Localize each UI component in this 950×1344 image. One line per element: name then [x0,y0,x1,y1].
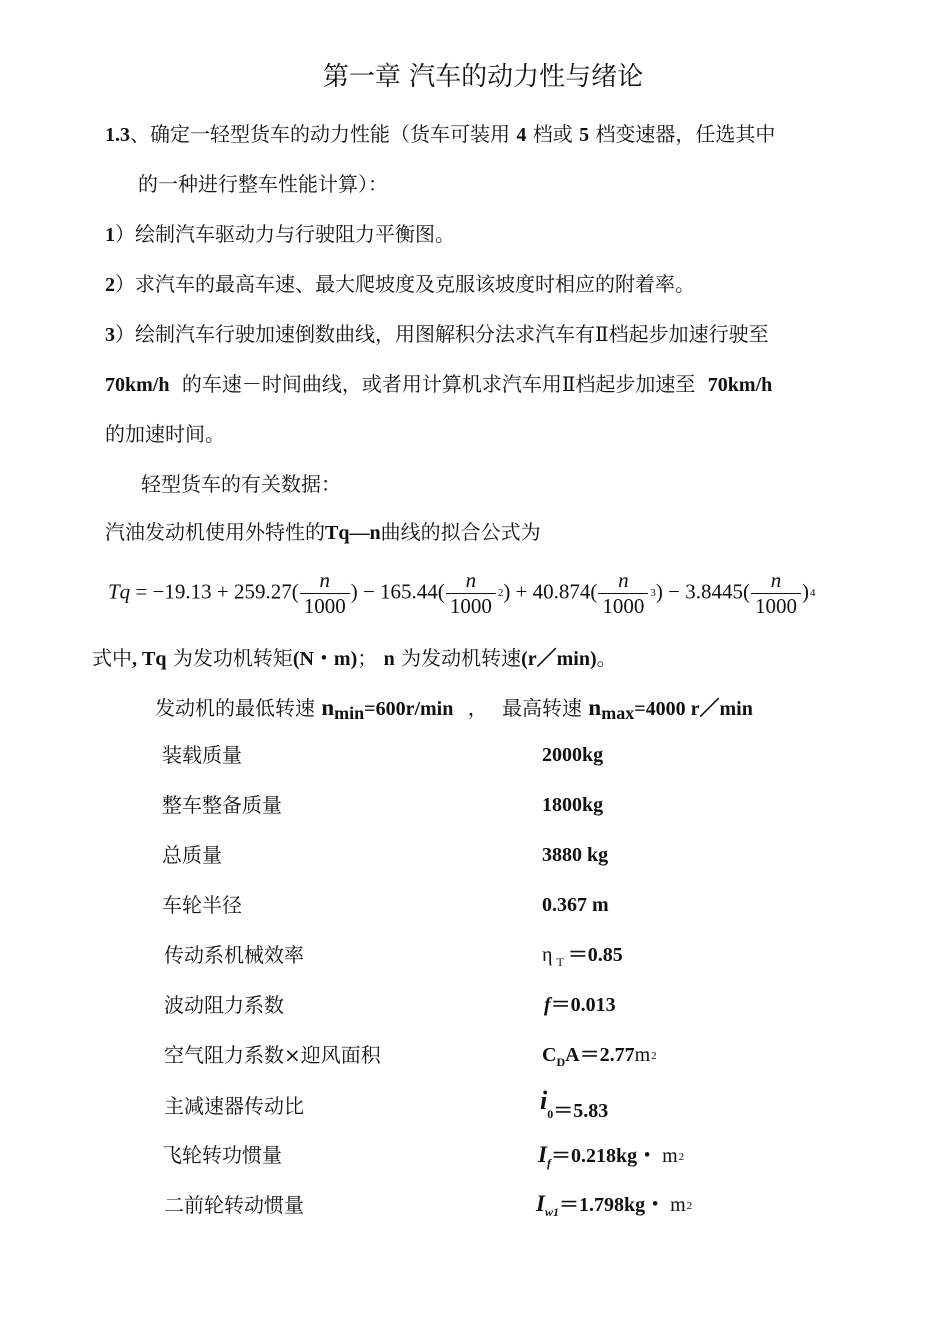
param-value-efficiency [542,945,623,968]
gear-4: 4 [516,124,527,146]
cd-unit: m [634,1044,651,1066]
cd-unit-pow: 2 [651,1050,657,1062]
question-3-number: 3 [105,324,115,346]
formula-term-2: ) − 165.44( [350,579,445,604]
param-value-flywheel [538,1143,684,1169]
question-3-text2: 的车速－时间曲线，或者用计算机求汽车用Ⅱ档起步加速至 [181,372,696,396]
speed-70-a: 70km/h [105,374,170,396]
problem-intro-text-c: 档变速器，任选其中 [595,122,776,146]
param-label: 空气阻力系数×迎风面积 [164,1043,381,1067]
eta-sub: T [556,955,564,969]
fraction-den: 1000 [446,593,496,617]
iw1-symbol: I [536,1191,545,1216]
speed-70-b: 70km/h [707,374,773,396]
speed-line-sep: ， [467,696,488,720]
param-label: 主减速器传动比 [164,1094,304,1118]
if-value: ＝0.218kg・ [550,1145,658,1167]
n-min-sub: min [334,703,365,723]
problem-intro-line2: 的一种进行整车性能计算）： [138,172,388,196]
question-1 [105,224,455,245]
formula-close: ) [802,579,809,604]
eta-symbol: η [542,944,553,966]
legend-unit-nm: (N・m) [292,648,358,670]
legend-e: ； [357,646,378,670]
legend-tq: , Tq [132,648,167,670]
f-value: ＝0.013 [550,994,616,1016]
param-value-ratio [540,1088,608,1121]
engine-intro-b: Tq—n [325,522,381,544]
torque-formula [108,570,816,617]
iw1-unit-pow: 2 [686,1200,693,1212]
if-unit: m [662,1145,678,1167]
power-2: 2 [497,587,504,600]
question-1-text: ）绘制汽车驱动力与行驶阻力平衡图。 [115,222,455,246]
question-2 [105,274,695,295]
question-3-line2 [105,374,772,395]
param-value: 1800kg [542,794,604,816]
formula-legend [92,648,617,669]
legend-unit-rmin: (r／min) [521,648,597,670]
fraction-2 [446,570,496,617]
problem-number: 1.3 [105,124,130,146]
gear-5: 5 [579,124,590,146]
engine-intro [105,522,541,543]
f-symbol: f [544,994,551,1016]
fraction-num: n [465,568,477,592]
legend-n: n [383,648,395,670]
fraction-4 [751,570,801,617]
fraction-den: 1000 [751,593,801,617]
param-label: 总质量 [162,843,222,867]
problem-intro-text-a: 、确定一轻型货车的动力性能（货车可装用 [130,122,510,146]
param-label: 装载质量 [162,743,242,767]
param-label: 传动系机械效率 [164,943,304,967]
formula-lhs: Tq [108,579,131,604]
fraction-num: n [770,568,782,592]
iw1-sub: w1 [544,1205,559,1219]
page-title: 第一章 汽车的动力性与绪论 [322,62,644,92]
fraction-1 [300,570,350,617]
n-max-symbol: n [588,695,602,720]
param-value: 3880 kg [542,844,609,866]
question-1-number: 1 [105,224,115,246]
i0-sub: 0 [547,1107,554,1121]
problem-intro-line1 [105,124,775,145]
param-label: 波动阻力系数 [164,993,284,1017]
n-min-value: =600r/min [364,698,454,720]
iw1-value: ＝1.798kg・ [558,1194,666,1216]
data-heading: 轻型货车的有关数据： [141,472,341,496]
param-label: 车轮半径 [162,893,242,917]
param-value-rolling [544,995,616,1015]
eta-value: ＝0.85 [567,944,623,966]
if-symbol: I [538,1142,547,1167]
fraction-den: 1000 [300,593,350,617]
formula-term-3: ) + 40.874( [503,579,598,604]
param-value-wheel-inertia [536,1192,692,1218]
formula-term-1: = −19.13 + 259.27( [135,579,299,604]
question-3-line3: 的加速时间。 [105,422,225,446]
legend-a: 式中 [92,646,132,670]
legend-i: 。 [596,646,617,670]
param-value: 0.367 m [542,894,609,916]
engine-intro-c: 曲线的拟合公式为 [380,520,541,544]
legend-c: 为发功机转矩 [172,646,293,670]
engine-intro-a: 汽油发动机使用外特性的 [105,520,325,544]
if-sub: f [546,1156,551,1170]
engine-speed-line [155,696,753,722]
cd-symbol: C [542,1044,557,1066]
i0-symbol: i [540,1086,548,1115]
n-max-sub: max [601,703,635,723]
fraction-num: n [319,568,330,592]
n-min-symbol: n [321,695,335,720]
question-3 [105,324,769,345]
speed-line-a: 发动机的最低转速 [155,696,315,720]
power-3: 3 [650,587,656,600]
iw1-unit: m [670,1194,686,1216]
param-value-drag [542,1045,657,1068]
formula-term-4: ) − 3.8445( [655,579,750,604]
if-unit-pow: 2 [678,1151,685,1163]
question-2-text: ）求汽车的最高车速、最大爬坡度及克服该坡度时相应的附着率。 [115,272,695,296]
speed-line-b: 最高转速 [502,696,583,720]
question-2-number: 2 [105,274,115,296]
fraction-3 [598,570,648,617]
param-label: 二前轮转动惯量 [164,1193,304,1217]
i0-value: ＝5.83 [553,1100,609,1122]
param-label: 整车整备质量 [162,793,282,817]
fraction-num: n [618,568,629,592]
n-max-value: =4000 r／min [634,698,753,720]
param-value: 2000kg [542,744,604,766]
problem-intro-text-b: 档或 [532,122,573,146]
power-4: 4 [810,587,816,600]
param-label: 飞轮转功惯量 [162,1143,282,1167]
legend-g: 为发动机转速 [401,646,522,670]
question-3-text: ）绘制汽车行驶加速倒数曲线，用图解积分法求汽车有Ⅱ档起步加速行驶至 [115,322,769,346]
fraction-den: 1000 [598,593,648,617]
cd-sub: D [556,1055,566,1069]
cd-value: A＝2.77 [565,1044,635,1066]
